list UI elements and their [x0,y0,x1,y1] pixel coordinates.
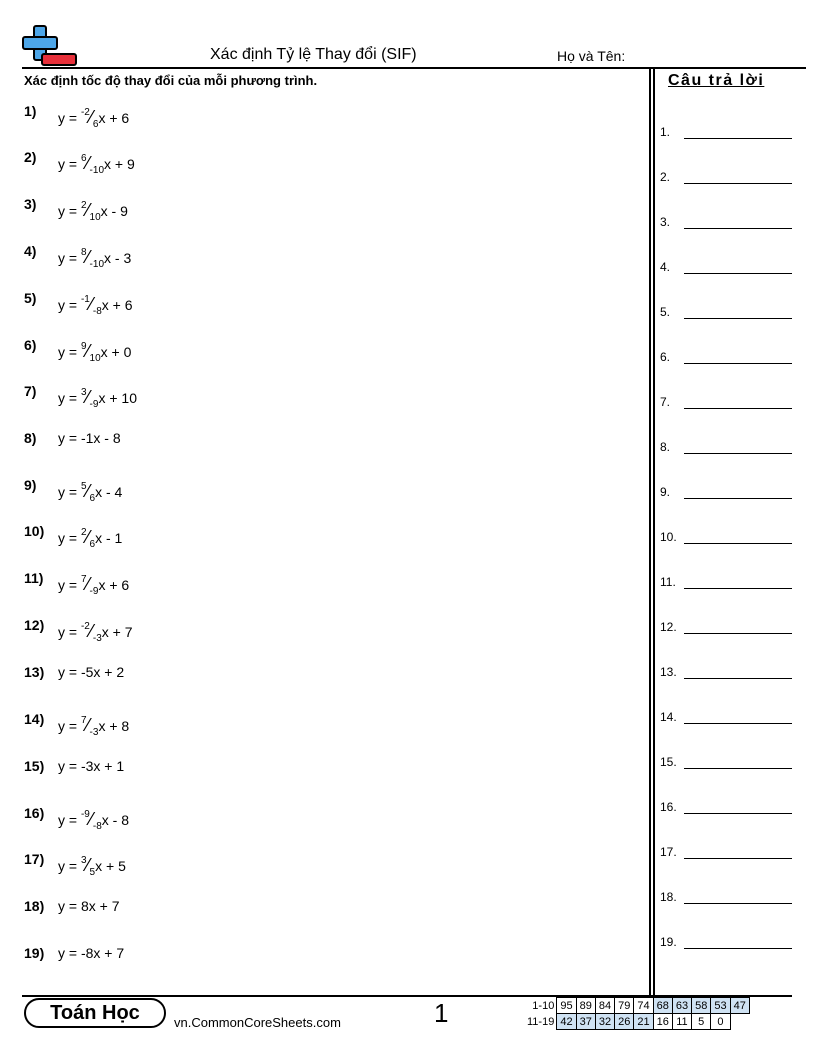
brand-badge: Toán Học [24,998,166,1028]
fraction-slash: ⁄ [86,341,90,361]
answer-blank[interactable] [660,119,792,139]
answer-underline[interactable] [684,273,792,274]
fraction-denominator: -9 [89,585,99,597]
answer-number: 3. [660,215,671,229]
equation-rest: x + 6 [101,297,133,313]
equation-lhs: y = [58,718,81,734]
answer-number: 19. [660,935,677,949]
answer-blank[interactable] [660,704,792,724]
answer-underline[interactable] [684,723,792,724]
answer-blank[interactable] [660,659,792,679]
question-number: 5) [24,290,37,306]
answer-number: 4. [660,260,671,274]
fraction-numerator: 8 [80,247,87,259]
answer-underline[interactable] [684,678,792,679]
answer-number: 1. [660,125,671,139]
answer-underline[interactable] [684,858,792,859]
answer-blank[interactable] [660,164,792,184]
question-number: 10) [24,523,45,539]
answer-blank[interactable] [660,929,792,949]
question-number: 13) [24,664,45,680]
equation-lhs: y = [58,577,81,593]
fraction-denominator: 10 [89,211,101,223]
score-key-cell: 53 [711,998,730,1014]
answer-number: 11. [660,575,676,589]
equation-rest: x - 4 [95,484,123,500]
answer-key-title: Câu trả lời [668,72,765,89]
score-key-cell: 5 [692,1014,711,1030]
score-key-cell: 63 [672,998,691,1014]
equation-lhs: y = [58,297,81,313]
question-equation [58,481,122,504]
fraction-slash: ⁄ [86,715,90,735]
question-equation [58,153,135,176]
fraction-slash: ⁄ [86,527,90,547]
fraction-numerator: 7 [80,715,87,727]
equation-rest: x + 7 [101,624,133,640]
answer-number: 6. [660,350,671,364]
score-key-cell: 79 [615,998,634,1014]
equation-rest: x + 10 [98,390,137,406]
answer-underline[interactable] [684,318,792,319]
fraction-slash: ⁄ [89,809,93,829]
score-key-cell: 74 [634,998,653,1014]
fraction-slash: ⁄ [89,621,93,641]
equation-lhs: y = [58,110,81,126]
question-equation [58,341,131,364]
answer-underline[interactable] [684,228,792,229]
question-equation [58,574,129,597]
equation-rest: x + 6 [98,577,130,593]
fraction-numerator: -2 [80,621,90,633]
header-divider [22,67,806,69]
answer-number: 7. [660,395,671,409]
answer-number: 10. [660,530,677,544]
fraction-denominator: -10 [89,164,104,176]
equation-rest: x + 9 [104,156,135,172]
question-equation: y = 8x + 7 [58,898,120,914]
fraction-slash: ⁄ [86,200,90,220]
question-number: 19) [24,945,45,961]
answer-number: 18. [660,890,677,904]
answer-blank[interactable] [660,524,792,544]
score-key-range-label: 11-19 [527,1015,555,1028]
score-key-cell: 11 [672,1014,691,1030]
fraction-slash: ⁄ [86,574,90,594]
question-number: 4) [24,243,37,259]
answer-blank[interactable] [660,839,792,859]
fraction-slash: ⁄ [89,294,93,314]
equation-lhs: y = [58,624,81,640]
fraction-numerator: 7 [80,574,87,586]
answer-underline[interactable] [684,813,792,814]
question-equation [58,387,137,410]
answer-blank[interactable] [660,434,792,454]
fraction-numerator: -9 [80,809,90,821]
equation-rest: x - 8 [101,812,130,828]
fraction-denominator: -8 [92,305,102,317]
answer-blank[interactable] [660,884,792,904]
score-key-cell: 84 [595,998,614,1014]
answer-number: 14. [660,710,677,724]
fraction-numerator: 2 [80,527,87,539]
fraction-numerator: 9 [80,341,87,353]
question-number: 14) [24,711,45,727]
fraction-denominator: -9 [89,398,99,410]
fraction-numerator: -2 [80,107,90,119]
answer-column-divider-inner [653,67,655,996]
question-number: 8) [24,430,37,446]
equation-lhs: y = [58,812,81,828]
score-key-cell: 42 [557,1014,576,1030]
score-key-range-label: 1-10 [532,999,555,1012]
fraction-slash: ⁄ [86,247,90,267]
answer-column-divider [649,67,651,996]
answer-underline[interactable] [684,768,792,769]
answer-blank[interactable] [660,749,792,769]
score-key-cell: 0 [711,1014,730,1030]
fraction-numerator: 3 [80,855,87,867]
question-equation [58,621,133,644]
fraction-denominator: 6 [89,492,96,504]
score-key-row [527,998,749,1014]
fraction-denominator: 6 [89,538,96,550]
fraction-slash: ⁄ [89,107,93,127]
answer-underline[interactable] [684,183,792,184]
instructions: Xác định tốc độ thay đổi của mỗi phương trình. [24,73,318,88]
score-key-cell: 89 [576,998,595,1014]
equation-rest: x + 5 [95,858,126,874]
question-number: 17) [24,851,45,867]
answer-underline[interactable] [684,453,792,454]
answer-blank[interactable] [660,209,792,229]
score-key-cell: 68 [653,998,672,1014]
fraction-denominator: 5 [89,866,96,878]
answer-blank[interactable] [660,299,792,319]
question-equation [58,200,128,223]
question-number: 2) [24,149,37,165]
question-equation [58,809,129,832]
answer-blank[interactable] [660,344,792,364]
answer-underline[interactable] [684,948,792,949]
question-number: 12) [24,617,45,633]
answer-underline[interactable] [684,543,792,544]
answer-underline[interactable] [684,363,792,364]
score-key-cell: 47 [730,998,749,1014]
score-key-table [527,997,750,1030]
fraction-slash: ⁄ [86,153,90,173]
answer-underline[interactable] [684,498,792,499]
answer-number: 16. [660,800,677,814]
answer-number: 15. [660,755,677,769]
equation-rest: x - 1 [95,530,123,546]
question-number: 15) [24,758,45,774]
plus-minus-logo-icon [22,24,80,68]
answer-number: 5. [660,305,671,319]
score-key-cell: 21 [634,1014,653,1030]
answer-blank[interactable] [660,794,792,814]
question-equation [58,855,126,878]
equation-rest: x + 0 [100,344,132,360]
fraction-numerator: 5 [80,481,87,493]
question-equation [58,527,122,550]
answer-number: 2. [660,170,671,184]
fraction-denominator: 6 [92,118,99,130]
question-equation: y = -3x + 1 [58,758,125,774]
fraction-numerator: 3 [80,387,87,399]
name-label: Họ và Tên: [557,48,626,64]
question-number: 6) [24,337,37,353]
answer-number: 17. [660,845,677,859]
equation-lhs: y = [58,858,81,874]
equation-lhs: y = [58,203,81,219]
score-key-cell: 26 [615,1014,634,1030]
fraction-denominator: -3 [92,632,102,644]
equation-rest: x + 6 [98,110,130,126]
question-equation: y = -1x - 8 [58,430,121,446]
question-number: 18) [24,898,45,914]
fraction-numerator: 6 [80,153,87,165]
answer-blank[interactable] [660,389,792,409]
answer-number: 9. [660,485,671,499]
fraction-slash: ⁄ [86,387,90,407]
score-key-cell: 32 [595,1014,614,1030]
page-number: 1 [434,998,449,1028]
question-number: 3) [24,196,37,212]
fraction-denominator: -8 [92,820,102,832]
answer-underline[interactable] [684,138,792,139]
answer-blank[interactable] [660,479,792,499]
question-number: 16) [24,805,45,821]
equation-lhs: y = [58,156,81,172]
question-equation [58,294,133,317]
site-url: vn.CommonCoreSheets.com [174,1015,341,1030]
question-equation: y = -8x + 7 [58,945,125,961]
answer-underline[interactable] [684,408,792,409]
question-number: 9) [24,477,37,493]
answer-underline[interactable] [684,588,792,589]
equation-rest: x - 3 [104,250,132,266]
score-key-cell: 16 [653,1014,672,1030]
score-key-cell: 37 [576,1014,595,1030]
equation-lhs: y = [58,530,81,546]
answer-number: 8. [660,440,671,454]
question-equation [58,107,129,130]
fraction-slash: ⁄ [86,481,90,501]
answer-blank[interactable] [660,254,792,274]
fraction-denominator: -3 [89,726,99,738]
question-equation: y = -5x + 2 [58,664,125,680]
fraction-slash: ⁄ [86,855,90,875]
fraction-denominator: -10 [89,258,104,270]
question-equation [58,715,129,738]
equation-rest: x - 9 [100,203,128,219]
question-equation [58,247,131,270]
answer-blank[interactable] [660,569,792,589]
answer-number: 12. [660,620,677,634]
equation-lhs: y = [58,250,81,266]
equation-lhs: y = [58,390,81,406]
score-key-row [527,1014,749,1030]
score-key-cell: 95 [557,998,576,1014]
equation-rest: x + 8 [98,718,130,734]
question-number: 11) [24,570,44,586]
answer-number: 13. [660,665,677,679]
score-key-cell: 58 [692,998,711,1014]
question-number: 7) [24,383,37,399]
worksheet-title: Xác định Tỷ lệ Thay đổi (SIF) [210,46,417,63]
answer-underline[interactable] [684,633,792,634]
fraction-numerator: 2 [80,200,87,212]
answer-blank[interactable] [660,614,792,634]
fraction-denominator: 10 [89,352,101,364]
answer-underline[interactable] [684,903,792,904]
question-number: 1) [24,103,37,119]
fraction-numerator: -1 [80,294,90,306]
equation-lhs: y = [58,484,81,500]
equation-lhs: y = [58,344,81,360]
